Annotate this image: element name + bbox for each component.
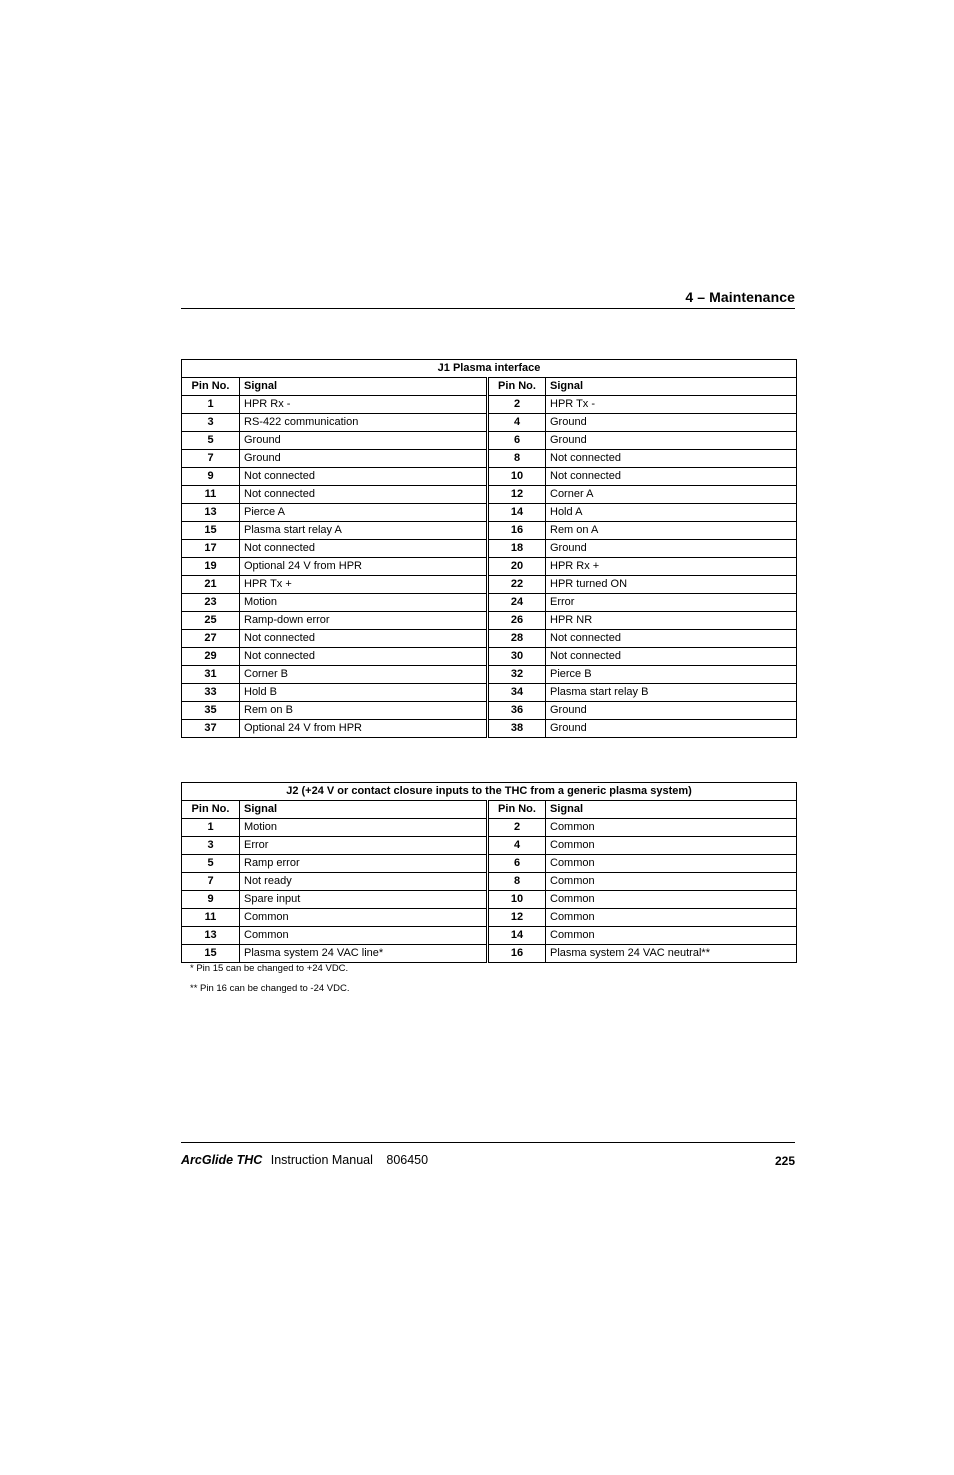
pin-number-cell: 15 (182, 522, 240, 540)
table-row (182, 468, 797, 486)
signal-cell: Common (240, 927, 488, 945)
signal-cell: Common (546, 909, 797, 927)
pin-number-cell: 23 (182, 594, 240, 612)
signal-cell: Optional 24 V from HPR (240, 558, 488, 576)
pin-number-cell: 36 (488, 702, 546, 720)
pin-number-cell: 37 (182, 720, 240, 738)
pin-number-cell: 12 (488, 486, 546, 504)
signal-cell: Ground (546, 720, 797, 738)
j1-plasma-interface-table (181, 359, 797, 738)
table-row (182, 855, 797, 873)
signal-cell: Ramp error (240, 855, 488, 873)
column-header: Signal (240, 801, 488, 819)
signal-cell: Plasma system 24 VAC neutral** (546, 945, 797, 963)
pin-number-cell: 10 (488, 891, 546, 909)
signal-cell: Common (546, 855, 797, 873)
signal-cell: Error (546, 594, 797, 612)
pin-number-cell: 32 (488, 666, 546, 684)
table-row (182, 684, 797, 702)
table-row (182, 819, 797, 837)
pin-number-cell: 24 (488, 594, 546, 612)
table-row (182, 558, 797, 576)
table-row (182, 540, 797, 558)
pin-number-cell: 17 (182, 540, 240, 558)
signal-cell: Ground (240, 432, 488, 450)
pin-number-cell: 2 (488, 819, 546, 837)
signal-cell: RS-422 communication (240, 414, 488, 432)
j2-generic-plasma-table (181, 782, 797, 963)
footer-rule (181, 1142, 795, 1143)
signal-cell: Spare input (240, 891, 488, 909)
pin-number-cell: 28 (488, 630, 546, 648)
doc-number: 806450 (386, 1153, 429, 1167)
pin-number-cell: 6 (488, 855, 546, 873)
table-row (182, 576, 797, 594)
pin-number-cell: 5 (182, 855, 240, 873)
signal-cell: Motion (240, 819, 488, 837)
signal-cell: HPR Tx + (240, 576, 488, 594)
table-row (182, 414, 797, 432)
signal-cell: Optional 24 V from HPR (240, 720, 488, 738)
signal-cell: Corner A (546, 486, 797, 504)
pin-number-cell: 19 (182, 558, 240, 576)
pin-number-cell: 13 (182, 927, 240, 945)
table-row (182, 504, 797, 522)
signal-cell: Plasma start relay A (240, 522, 488, 540)
signal-cell: Plasma start relay B (546, 684, 797, 702)
signal-cell: HPR Rx + (546, 558, 797, 576)
signal-cell: Ground (546, 414, 797, 432)
signal-cell: Pierce B (546, 666, 797, 684)
column-header: Pin No. (182, 801, 240, 819)
pin-number-cell: 14 (488, 927, 546, 945)
signal-cell: Not connected (546, 468, 797, 486)
signal-cell: Common (546, 873, 797, 891)
signal-cell: Ground (546, 702, 797, 720)
footer-doc-info (181, 1153, 428, 1167)
column-header: Pin No. (182, 378, 240, 396)
table-row (182, 702, 797, 720)
product-name: ArcGlide THC (181, 1153, 263, 1167)
footnote-pin-16: ** Pin 16 can be changed to -24 VDC. (190, 983, 350, 994)
pin-number-cell: 9 (182, 468, 240, 486)
signal-cell: Not connected (240, 540, 488, 558)
doc-title: Instruction Manual (270, 1153, 373, 1167)
signal-cell: Ground (240, 450, 488, 468)
pin-number-cell: 9 (182, 891, 240, 909)
signal-cell: Corner B (240, 666, 488, 684)
signal-cell: Not connected (546, 630, 797, 648)
column-header: Pin No. (488, 378, 546, 396)
pin-number-cell: 15 (182, 945, 240, 963)
table-caption: J2 (+24 V or contact closure inputs to the THC from a generic plasma system) (182, 783, 797, 801)
pin-number-cell: 8 (488, 873, 546, 891)
column-header: Signal (546, 378, 797, 396)
signal-cell: HPR NR (546, 612, 797, 630)
pin-number-cell: 25 (182, 612, 240, 630)
signal-cell: Hold A (546, 504, 797, 522)
pin-number-cell: 29 (182, 648, 240, 666)
table-row (182, 873, 797, 891)
pin-number-cell: 8 (488, 450, 546, 468)
signal-cell: Not connected (240, 648, 488, 666)
footnote-pin-15: * Pin 15 can be changed to +24 VDC. (190, 963, 349, 974)
signal-cell: Not connected (546, 450, 797, 468)
signal-cell: Common (546, 819, 797, 837)
pin-number-cell: 13 (182, 504, 240, 522)
pin-number-cell: 4 (488, 414, 546, 432)
table-row (182, 720, 797, 738)
signal-cell: Ground (546, 540, 797, 558)
column-header: Signal (240, 378, 488, 396)
table-row (182, 450, 797, 468)
pin-number-cell: 34 (488, 684, 546, 702)
signal-cell: HPR Tx - (546, 396, 797, 414)
signal-cell: Common (546, 927, 797, 945)
table-row (182, 666, 797, 684)
signal-cell: Pierce A (240, 504, 488, 522)
pin-number-cell: 20 (488, 558, 546, 576)
pin-number-cell: 11 (182, 486, 240, 504)
table-row (182, 837, 797, 855)
signal-cell: Rem on B (240, 702, 488, 720)
signal-cell: Not ready (240, 873, 488, 891)
pin-number-cell: 22 (488, 576, 546, 594)
signal-cell: Not connected (240, 486, 488, 504)
pin-number-cell: 18 (488, 540, 546, 558)
signal-cell: Not connected (240, 468, 488, 486)
table-caption: J1 Plasma interface (182, 360, 797, 378)
signal-cell: Common (240, 909, 488, 927)
pin-number-cell: 31 (182, 666, 240, 684)
signal-cell: Ground (546, 432, 797, 450)
pin-number-cell: 38 (488, 720, 546, 738)
table-row (182, 522, 797, 540)
signal-cell: Motion (240, 594, 488, 612)
pin-number-cell: 5 (182, 432, 240, 450)
pin-number-cell: 26 (488, 612, 546, 630)
column-header: Signal (546, 801, 797, 819)
table-row (182, 891, 797, 909)
pin-number-cell: 3 (182, 414, 240, 432)
signal-cell: Common (546, 837, 797, 855)
pin-number-cell: 16 (488, 945, 546, 963)
pin-number-cell: 27 (182, 630, 240, 648)
signal-cell: Common (546, 891, 797, 909)
table-row (182, 630, 797, 648)
column-header: Pin No. (488, 801, 546, 819)
pin-number-cell: 4 (488, 837, 546, 855)
signal-cell: Plasma system 24 VAC line* (240, 945, 488, 963)
pin-number-cell: 1 (182, 396, 240, 414)
pin-number-cell: 10 (488, 468, 546, 486)
pin-number-cell: 7 (182, 450, 240, 468)
pin-number-cell: 1 (182, 819, 240, 837)
table-row (182, 594, 797, 612)
pin-number-cell: 16 (488, 522, 546, 540)
signal-cell: Not connected (240, 630, 488, 648)
table-row (182, 927, 797, 945)
signal-cell: Ramp-down error (240, 612, 488, 630)
pin-number-cell: 35 (182, 702, 240, 720)
pin-number-cell: 14 (488, 504, 546, 522)
table-row (182, 945, 797, 963)
table-row (182, 909, 797, 927)
pin-number-cell: 6 (488, 432, 546, 450)
pin-number-cell: 12 (488, 909, 546, 927)
header-rule (181, 308, 795, 309)
pin-number-cell: 7 (182, 873, 240, 891)
pin-number-cell: 21 (182, 576, 240, 594)
pin-number-cell: 33 (182, 684, 240, 702)
page-number: 225 (774, 1154, 795, 1168)
pin-number-cell: 30 (488, 648, 546, 666)
pin-number-cell: 2 (488, 396, 546, 414)
pin-number-cell: 3 (182, 837, 240, 855)
signal-cell: Hold B (240, 684, 488, 702)
signal-cell: Error (240, 837, 488, 855)
table-row (182, 432, 797, 450)
table-row (182, 486, 797, 504)
table-row (182, 612, 797, 630)
pin-number-cell: 11 (182, 909, 240, 927)
signal-cell: HPR turned ON (546, 576, 797, 594)
table-row (182, 396, 797, 414)
signal-cell: Rem on A (546, 522, 797, 540)
section-title: 4 – Maintenance (685, 289, 795, 305)
signal-cell: HPR Rx - (240, 396, 488, 414)
signal-cell: Not connected (546, 648, 797, 666)
table-row (182, 648, 797, 666)
